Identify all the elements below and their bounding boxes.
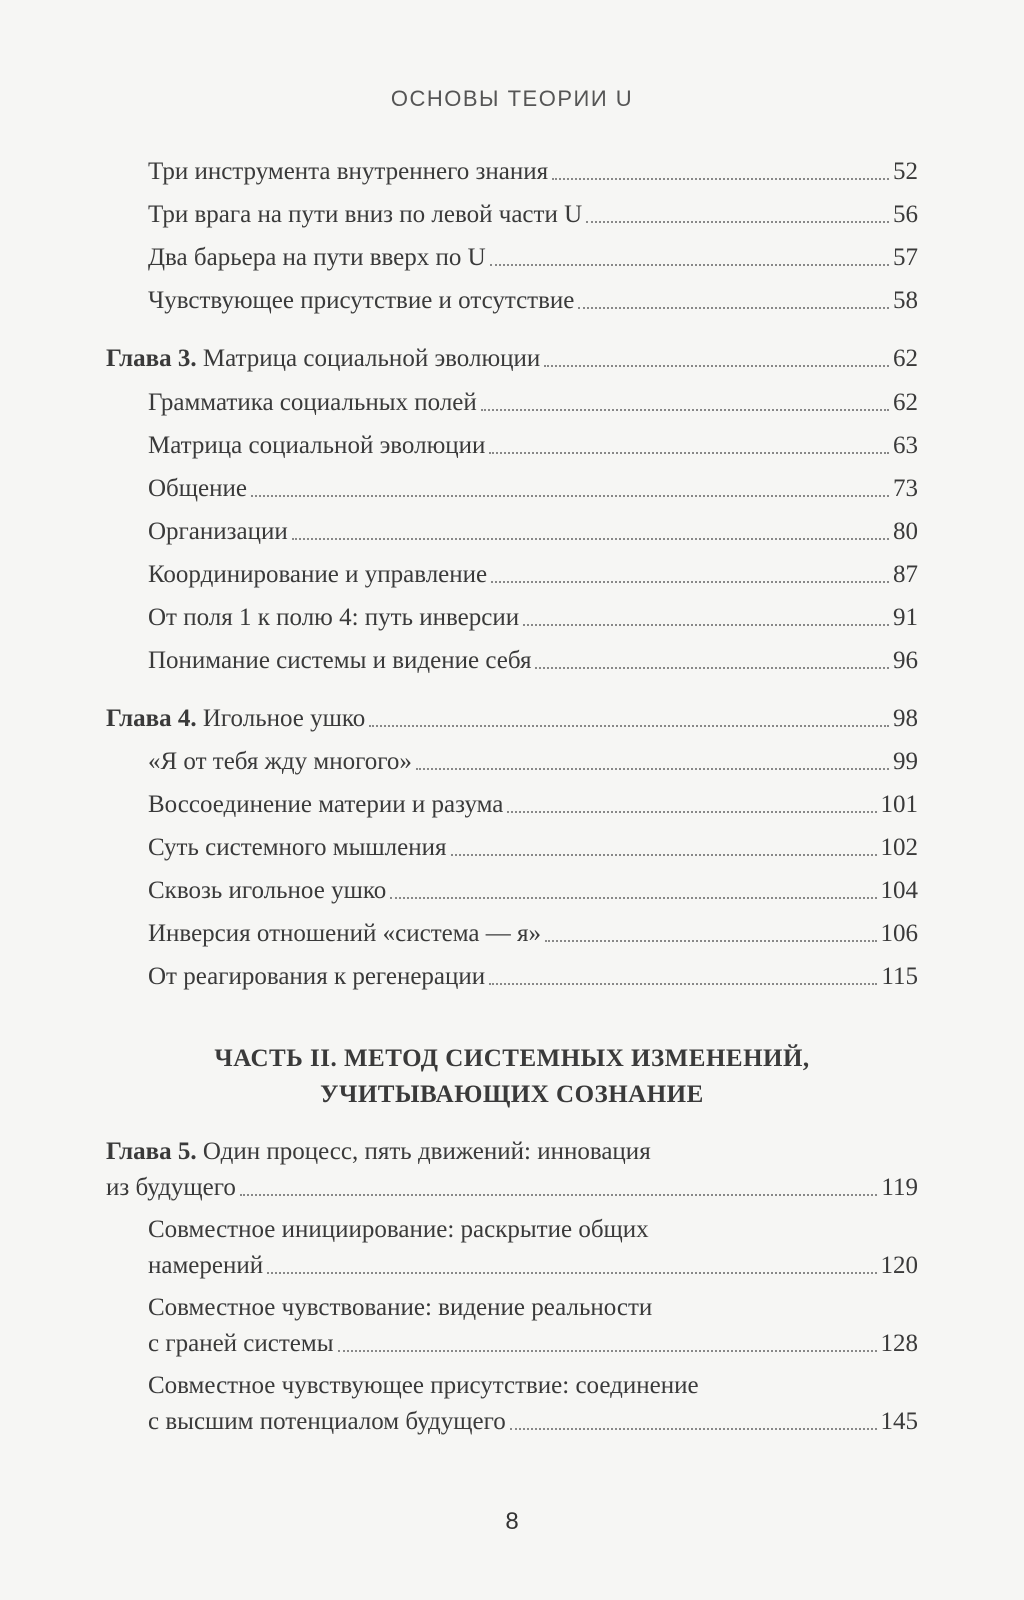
leader-dots: [292, 538, 889, 540]
toc-entry: [148, 430, 918, 462]
leader-dots: [578, 307, 889, 309]
leader-dots: [490, 264, 889, 266]
toc-entry: [148, 789, 918, 821]
chapter-entry-page: 98: [893, 705, 918, 732]
chapter-label: Глава 5.: [106, 1138, 197, 1165]
toc-entry: [148, 559, 918, 591]
toc-entry-title: Организации: [148, 518, 288, 545]
toc-entry: [148, 875, 918, 907]
leader-dots: [338, 1350, 877, 1352]
leader-dots: [535, 667, 889, 669]
toc-entry-page: 58: [893, 287, 918, 314]
toc-entry-page: 106: [880, 920, 918, 947]
toc-entry-page: 91: [893, 604, 918, 631]
toc-entry-page: 101: [880, 791, 918, 818]
chapter-title-cont: из будущего: [106, 1174, 236, 1201]
toc-entry-page: 80: [893, 518, 918, 545]
toc-entry: [148, 1250, 918, 1282]
toc-entry-page: 120: [880, 1252, 918, 1279]
toc-entry-title: Три врага на пути вниз по левой части U: [148, 201, 583, 228]
leader-dots: [369, 725, 889, 727]
toc-entry: [148, 242, 918, 274]
running-head: ОСНОВЫ ТЕОРИИ U: [390, 86, 634, 111]
leader-dots: [251, 495, 889, 497]
leader-dots: [451, 854, 877, 856]
leader-dots: [416, 768, 889, 770]
leader-dots: [481, 409, 889, 411]
toc-entry-page: 96: [893, 647, 918, 674]
toc-entry: [148, 832, 918, 864]
toc-entry: [148, 746, 918, 778]
leader-dots: [489, 983, 877, 985]
toc-entry-line1: Совместное чувствующее присутствие: соединение: [148, 1372, 699, 1399]
part-heading-line1: ЧАСТЬ II. МЕТОД СИСТЕМНЫХ ИЗМЕНЕНИЙ,: [214, 1045, 810, 1072]
leader-dots: [544, 365, 889, 367]
leader-dots: [267, 1272, 876, 1274]
toc-entry-title: Грамматика социальных полей: [148, 389, 477, 416]
chapter-entry: [106, 343, 918, 375]
chapter-entry-title: [106, 703, 365, 735]
toc-entry-page: 57: [893, 244, 918, 271]
toc-entry-page: 99: [893, 748, 918, 775]
toc-entry-page: 87: [893, 561, 918, 588]
chapter-label: Глава 4.: [106, 705, 197, 732]
toc-entry-page: 115: [881, 963, 918, 990]
toc-entry-page: 145: [880, 1408, 918, 1435]
toc-entry: [148, 473, 918, 505]
leader-dots: [523, 624, 889, 626]
toc-entry: [148, 516, 918, 548]
chapter-entry-page: 119: [881, 1174, 918, 1201]
chapter-entry: [106, 1172, 918, 1204]
leader-dots: [586, 221, 889, 223]
toc-entry: [148, 199, 918, 231]
toc-entry: [148, 602, 918, 634]
toc-entry-title: Общение: [148, 475, 247, 502]
toc-entry: [148, 1328, 918, 1360]
toc-entry-title: Сквозь игольное ушко: [148, 877, 387, 904]
toc-entry-title: От реагирования к регенерации: [148, 963, 486, 990]
toc-entry-title: с высшим потенциалом будущего: [148, 1408, 506, 1435]
toc-entry-title: Суть системного мышления: [148, 834, 447, 861]
toc-entry: [148, 1406, 918, 1438]
toc-entry-title: намерений: [148, 1252, 264, 1279]
leader-dots: [507, 811, 876, 813]
chapter-title: Матрица социальной эволюции: [202, 345, 541, 372]
chapter-title: Один процесс, пять движений: инновация: [202, 1138, 651, 1165]
toc-entry-title: «Я от тебя жду многого»: [148, 748, 412, 775]
toc-entry-page: 52: [893, 158, 918, 185]
chapter-label: Глава 3.: [106, 345, 197, 372]
toc-entry-page: 63: [893, 432, 918, 459]
chapter-entry-line1: [106, 1136, 651, 1168]
leader-dots: [489, 452, 889, 454]
chapter-entry-title: [106, 343, 540, 375]
leader-dots: [240, 1194, 878, 1196]
toc-entry-line1: Совместное инициирование: раскрытие общих: [148, 1216, 649, 1243]
part-heading-line2: УЧИТЫВАЮЩИХ СОЗНАНИЕ: [320, 1081, 704, 1108]
toc-entry-title: От поля 1 к полю 4: путь инверсии: [148, 604, 520, 631]
leader-dots: [552, 178, 889, 180]
chapter-entry-page: 62: [893, 345, 918, 372]
chapter-entry: [106, 703, 918, 735]
leader-dots: [491, 581, 889, 583]
toc-entry: [148, 645, 918, 677]
toc-entry-title: Чувствующее присутствие и отсутствие: [148, 287, 575, 314]
toc-entry-title: Воссоединение материи и разума: [148, 791, 504, 818]
toc-entry-title: Матрица социальной эволюции: [148, 432, 486, 459]
toc-entry-page: 104: [880, 877, 918, 904]
leader-dots: [390, 897, 876, 899]
leader-dots: [510, 1428, 877, 1430]
toc-entry-page: 102: [880, 834, 918, 861]
toc-entry-page: 128: [880, 1330, 918, 1357]
toc-entry-title: Инверсия отношений «система — я»: [148, 920, 541, 947]
toc-entry-page: 73: [893, 475, 918, 502]
toc-entry-title: Координирование и управление: [148, 561, 488, 588]
chapter-title: Игольное ушко: [202, 705, 366, 732]
toc-entry-page: 62: [893, 389, 918, 416]
toc-entry: [148, 285, 918, 317]
toc-entry: [148, 918, 918, 950]
toc-entry: [148, 961, 918, 993]
toc-entry-title: Понимание системы и видение себя: [148, 647, 532, 674]
toc-entry-title: Три инструмента внутреннего знания: [148, 158, 549, 185]
toc-entry-line1: Совместное чувствование: видение реальности: [148, 1294, 653, 1321]
toc-entry: [148, 156, 918, 188]
page-number: 8: [505, 1508, 519, 1535]
toc-entry-title: Два барьера на пути вверх по U: [148, 244, 486, 271]
toc-entry-title: с граней системы: [148, 1330, 334, 1357]
leader-dots: [545, 940, 877, 942]
toc-entry-page: 56: [893, 201, 918, 228]
toc-entry: [148, 387, 918, 419]
